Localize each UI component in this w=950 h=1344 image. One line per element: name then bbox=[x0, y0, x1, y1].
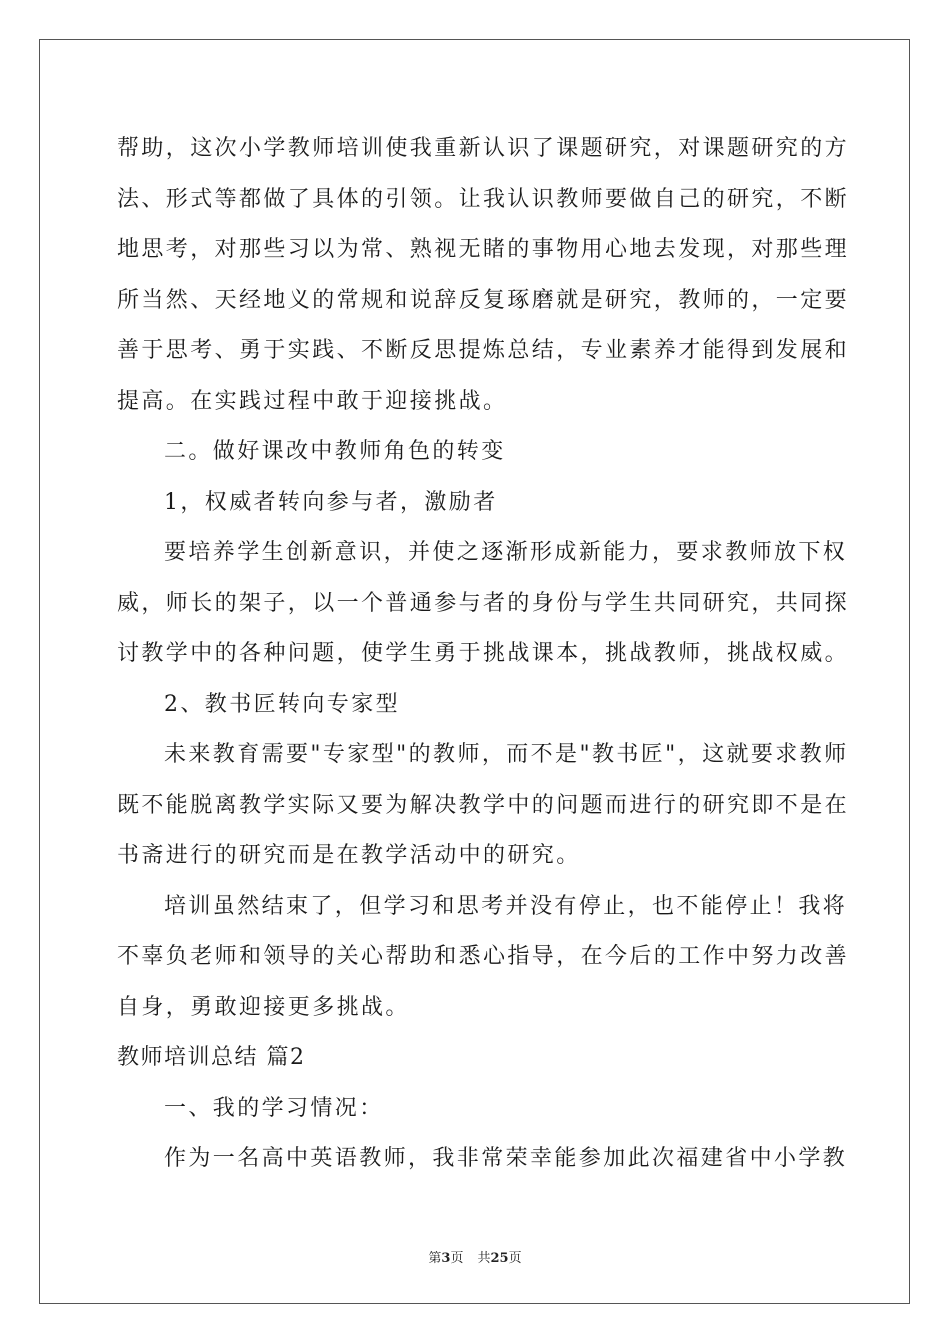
text-line: 地思考，对那些习以为常、熟视无睹的事物用心地去发现，对那些理 bbox=[117, 237, 850, 262]
text-line: 2、教书匠转向专家型 bbox=[164, 691, 400, 717]
text-line: 讨教学中的各种问题，使学生勇于挑战课本，挑战教师，挑战权威。 bbox=[117, 641, 850, 666]
text-line: 不辜负老师和领导的关心帮助和悉心指导，在今后的工作中努力改善 bbox=[117, 944, 850, 969]
text-line: 自身，勇敢迎接更多挑战。 bbox=[117, 994, 410, 1020]
text-line: 培训虽然结束了，但学习和思考并没有停止，也不能停止！我将 bbox=[164, 893, 848, 919]
text-line: 既不能脱离教学实际又要为解决教学中的问题而进行的研究即不是在 bbox=[117, 792, 850, 818]
text-line: 1，权威者转向参与者，激励者 bbox=[164, 489, 498, 515]
total-page-count: 25 bbox=[490, 1251, 509, 1266]
text-line: 帮助，这次小学教师培训使我重新认识了课题研究，对课题研究的方 bbox=[117, 136, 850, 161]
text-line: 一、我的学习情况： bbox=[164, 1095, 384, 1121]
text-line: 法、形式等都做了具体的引领。让我认识教师要做自己的研究，不断 bbox=[117, 186, 850, 212]
text-line: 威，师长的架子，以一个普通参与者的身份与学生共同研究，共同探 bbox=[117, 590, 850, 616]
text-line: 二。做好课改中教师角色的转变 bbox=[164, 439, 506, 464]
section-heading: 教师培训总结 篇2 bbox=[117, 1045, 306, 1070]
current-page-number: 3 bbox=[441, 1251, 451, 1266]
page-unit: 页 bbox=[450, 1251, 464, 1266]
text-line: 作为一名高中英语教师，我非常荣幸能参加此次福建省中小学教 bbox=[164, 1146, 848, 1171]
document-body bbox=[117, 124, 850, 1185]
text-line: 提高。在实践过程中敢于迎接挑战。 bbox=[117, 388, 508, 414]
text-line: 书斋进行的研究而是在教学活动中的研究。 bbox=[117, 843, 581, 868]
page-footer bbox=[0, 1247, 950, 1266]
page-prefix: 第 bbox=[428, 1251, 442, 1266]
total-unit: 页 bbox=[508, 1251, 522, 1266]
text-line: 善于思考、勇于实践、不断反思提炼总结，专业素养才能得到发展和 bbox=[117, 338, 850, 363]
total-prefix: 共 bbox=[477, 1251, 491, 1266]
text-line: 所当然、天经地义的常规和说辞反复琢磨就是研究，教师的，一定要 bbox=[117, 287, 850, 313]
text-line: 未来教育需要"专家型"的教师，而不是"教书匠"，这就要求教师 bbox=[164, 742, 849, 767]
text-line: 要培养学生创新意识，并使之逐渐形成新能力，要求教师放下权 bbox=[164, 540, 848, 565]
